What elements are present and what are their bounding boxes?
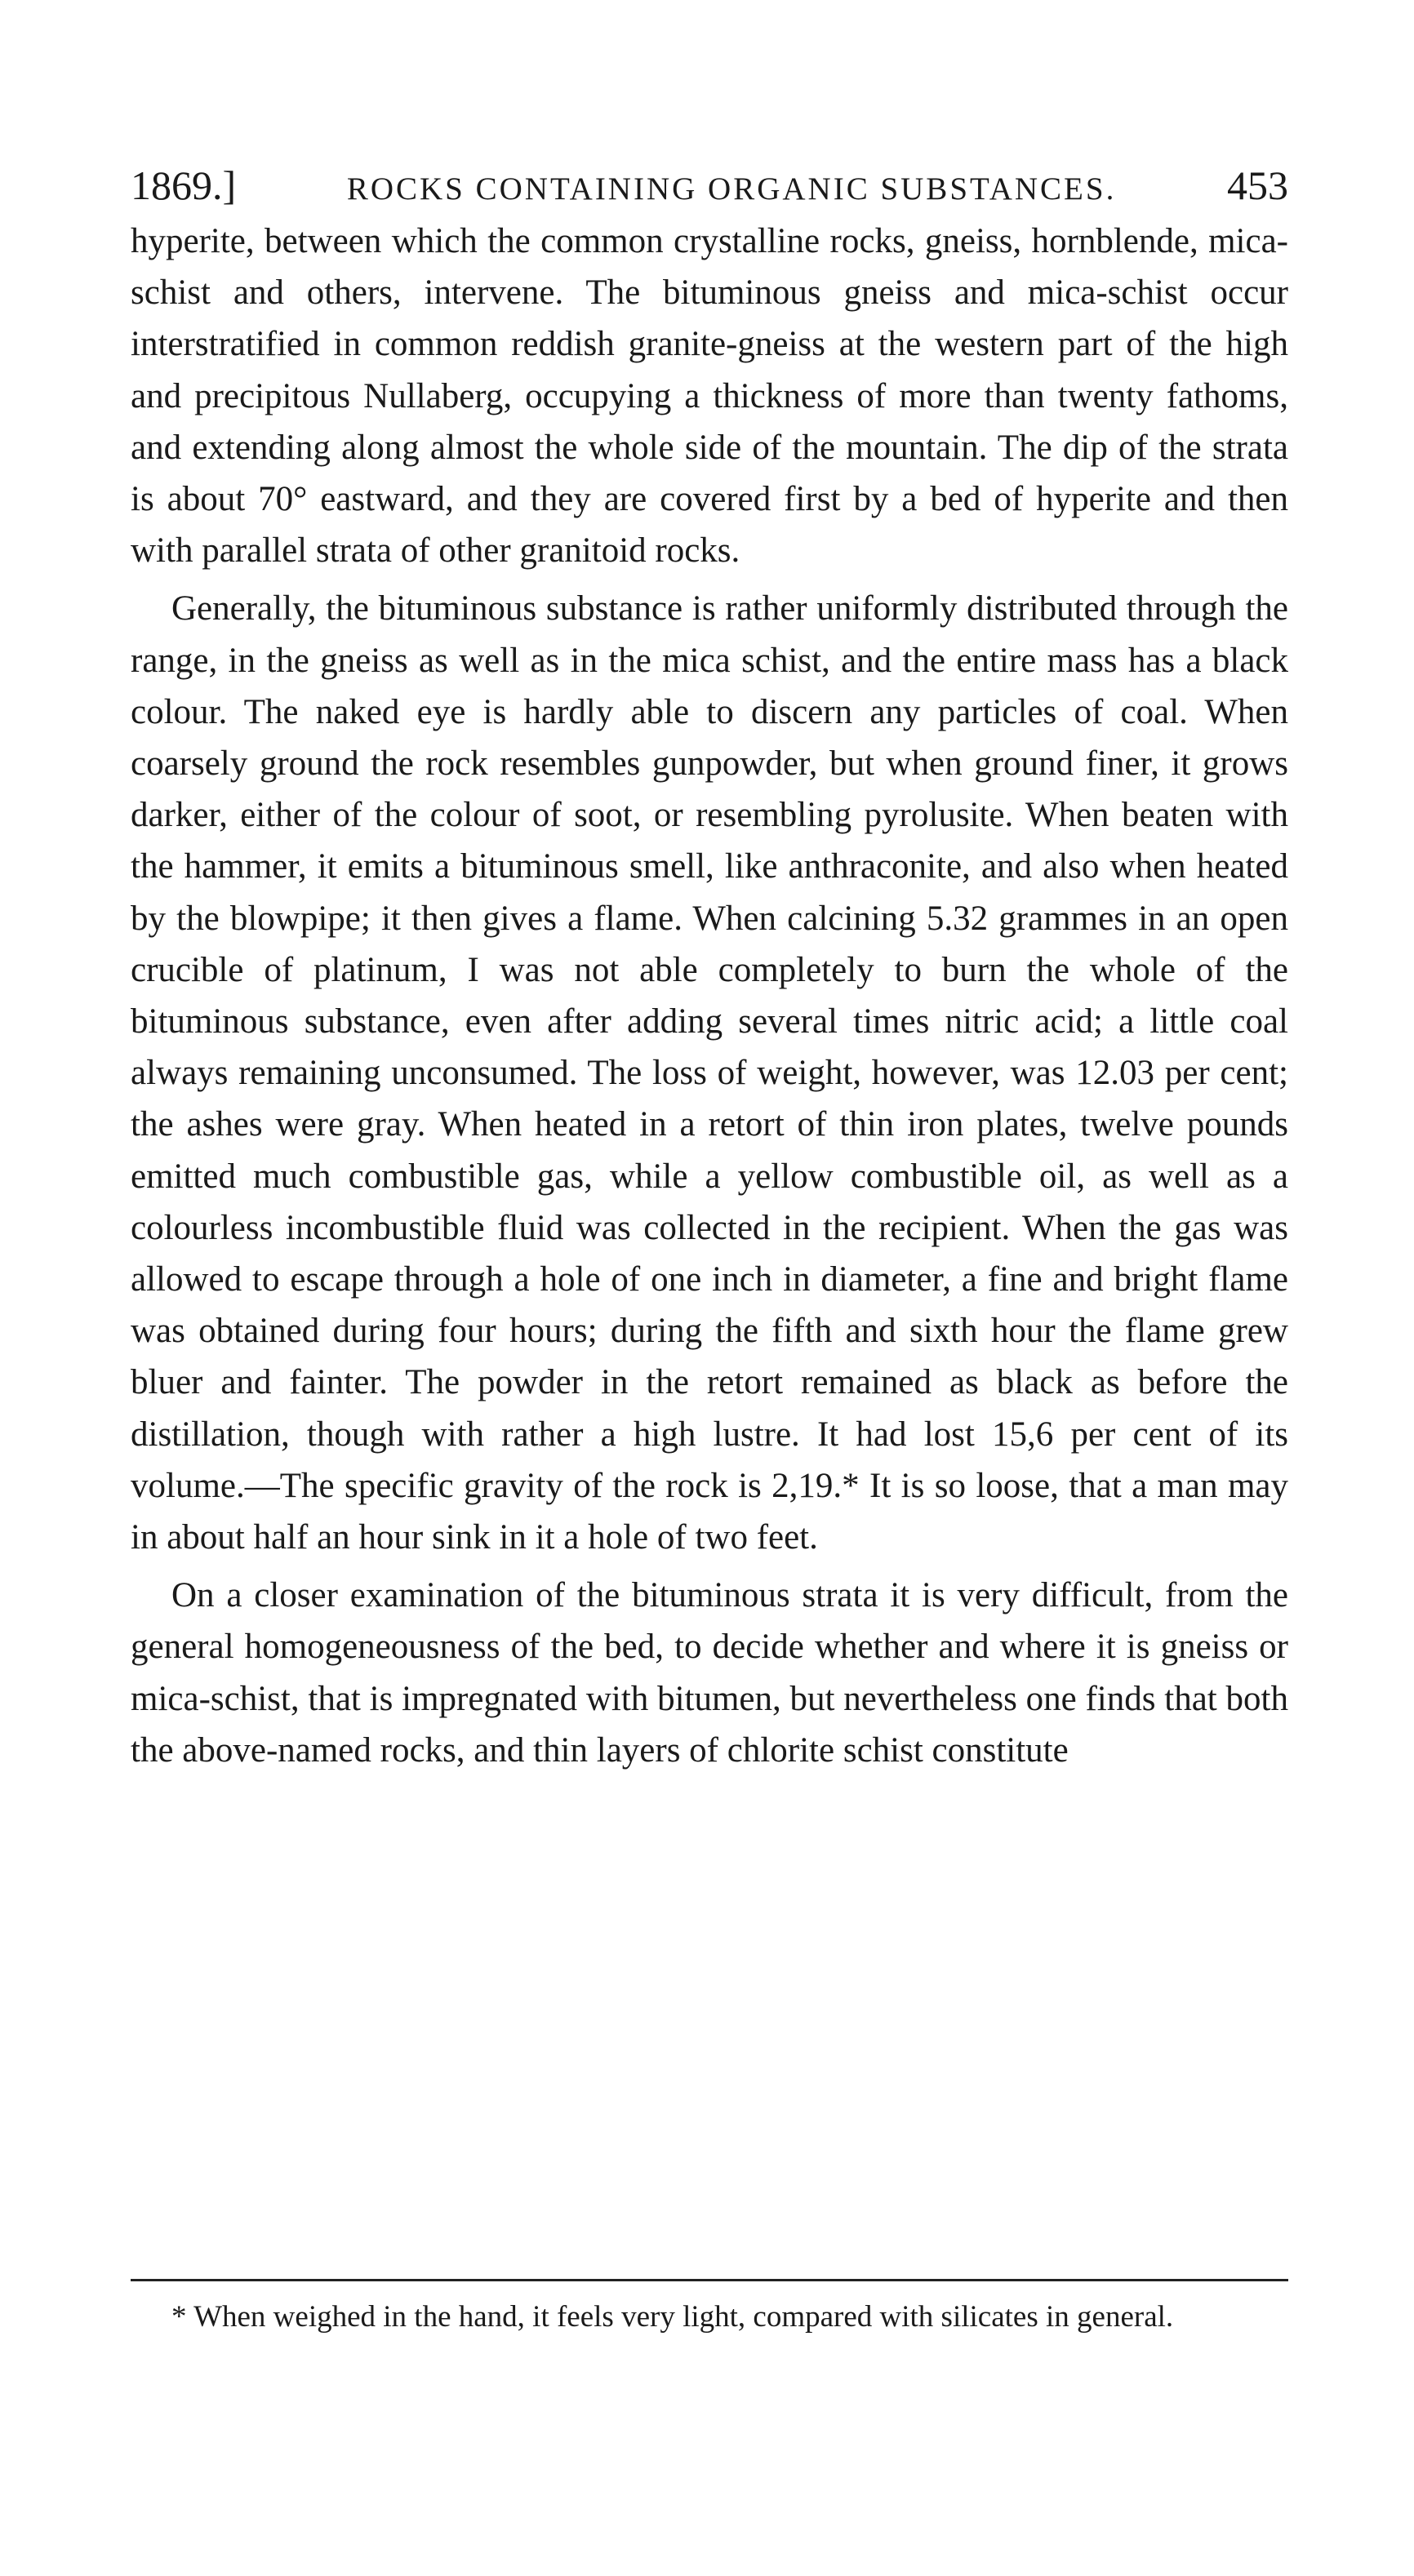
running-header bbox=[131, 162, 1288, 211]
paragraph-continued: hyperite, between which the common crystalline rocks, gneiss, hornblende, mica-schist and others, intervene. The bituminous gneiss and mica-schist occur interstratified in common reddish granite-gneiss at the western part of the high and precipitous Nullaberg, occupying a thickness of more than twenty fathoms, and extending along almost the whole side of the mountain. The dip of the strata is about 70° eastward, and they are covered first by a bed of hyperite and then with parallel strata of other granitoid rocks. bbox=[131, 222, 1288, 571]
paragraph: On a closer examination of the bituminous strata it is very difficult, from the general homogeneousness of the bed, to decide whether and where it is gneiss or mica-schist, that is impregnated with bitumen, but nevertheless one finds that both the above-named rocks, and thin layers of chlorite schist constitute bbox=[131, 1576, 1288, 1770]
paragraph: Generally, the bituminous substance is rather uniformly distributed through the range, in the gneiss as well as in the mica schist, and the entire mass has a black colour. The naked eye is hardly able to discern any particles of coal. When coarsely ground the rock resembles gunpowder, but when ground finer, it grows darker, either of the colour of soot, or resembling pyrolusite. When beaten with the hammer, it emits a bituminous smell, like anthraconite, and also when heated by the blowpipe; it then gives a flame. When calcining 5.32 grammes in an open crucible of platinum, I was not able completely to burn the whole of the bituminous substance, even after adding several times nitric acid; a little coal always remaining unconsumed. The loss of weight, however, was 12.03 per cent; the ashes were gray. When heated in a retort of thin iron plates, twelve pounds emitted much combustible gas, while a yellow combustible oil, as well as a colourless incombustible fluid was collected in the recipient. When the gas was allowed to escape through a hole of one inch in diameter, a fine and bright flame was obtained during four hours; during the fifth and sixth hour the flame grew bluer and fainter. The powder in the retort remained as black as before the distillation, though with rather a high lustre. It had lost 15,6 per cent of its volume.—The specific gravity of the rock is 2,19.* It is so loose, that a man may in about half an hour sink in it a hole of two feet. bbox=[131, 589, 1288, 1557]
footnote: * When weighed in the hand, it feels very light, compared with silicates in general. bbox=[171, 2300, 1174, 2334]
page-number: 453 bbox=[1226, 162, 1288, 208]
header-year: 1869.] bbox=[131, 162, 237, 208]
footnote-rule bbox=[131, 2279, 1288, 2281]
body-text bbox=[131, 215, 1288, 1776]
book-page bbox=[131, 0, 1288, 2576]
running-title: ROCKS CONTAINING ORGANIC SUBSTANCES. bbox=[346, 171, 1117, 207]
